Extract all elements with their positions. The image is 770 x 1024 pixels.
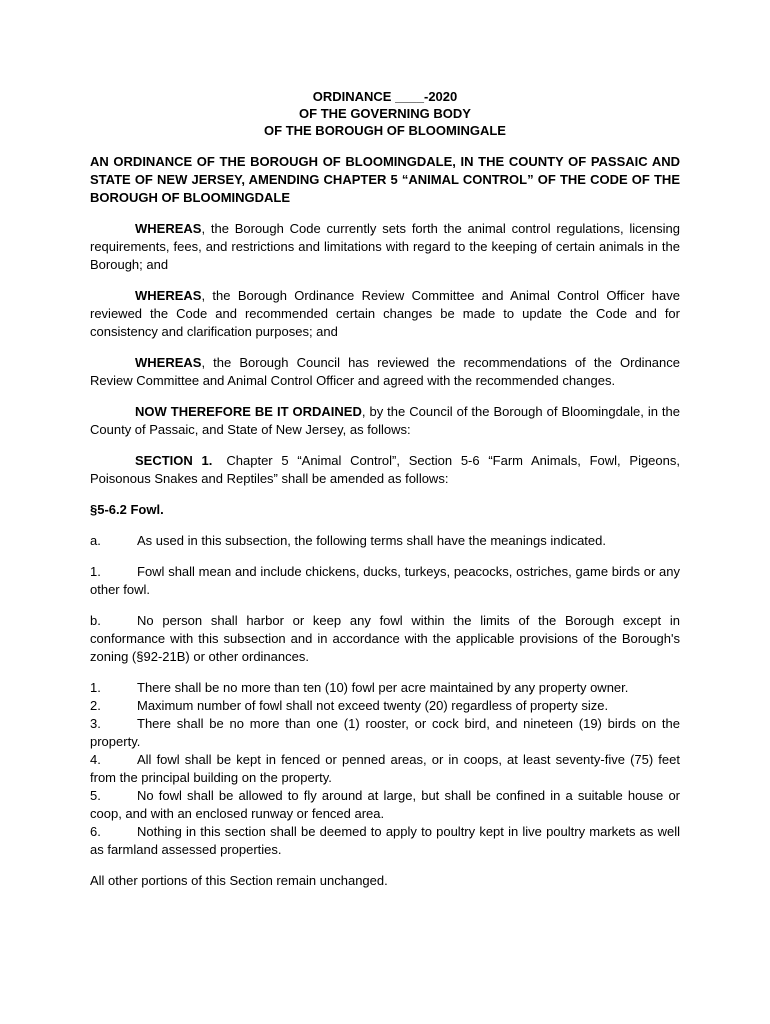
list-item-b-sub-3-text: There shall be no more than one (1) rooster, or cock bird, and nineteen (19) birds on the property. bbox=[90, 716, 680, 749]
whereas-keyword: WHEREAS bbox=[135, 221, 202, 236]
closing-statement: All other portions of this Section remain unchanged. bbox=[90, 873, 388, 888]
list-item-b bbox=[90, 612, 680, 666]
section-1-label: SECTION 1. bbox=[135, 453, 213, 468]
list-item-b-sub-1-marker: 1. bbox=[90, 680, 101, 695]
whereas-keyword: WHEREAS bbox=[135, 288, 202, 303]
list-item-b-sublist bbox=[90, 679, 680, 859]
whereas-clause-3-text: , the Borough Council has reviewed the recommendations of the Ordinance Review Committee and Animal Control Officer and agreed with the recommended changes. bbox=[90, 355, 680, 388]
list-item-b-sub-4-marker: 4. bbox=[90, 752, 101, 767]
list-item-b-sub-1 bbox=[90, 679, 680, 697]
fowl-section-heading: §5-6.2 Fowl. bbox=[90, 502, 164, 517]
list-item-b-sub-6-marker: 6. bbox=[90, 824, 101, 839]
ordained-keyword: NOW THEREFORE BE IT ORDAINED bbox=[135, 404, 362, 419]
list-item-b-sub-4 bbox=[90, 751, 680, 787]
whereas-clause-2-text: , the Borough Ordinance Review Committee and Animal Control Officer have reviewed the Code and recommended certain changes be made to update the Code and for consistency and clarification purposes; and bbox=[90, 288, 680, 339]
section-1-paragraph bbox=[90, 452, 680, 488]
list-item-b-sub-4-text: All fowl shall be kept in fenced or penned areas, or in coops, at least seventy-five (75) feet from the principal building on the property. bbox=[90, 752, 680, 785]
list-item-b-sub-5-marker: 5. bbox=[90, 788, 101, 803]
list-item-b-sub-5-text: No fowl shall be allowed to fly around at large, but shall be confined in a suitable house or coop, and with an enclosed runway or fenced area. bbox=[90, 788, 680, 821]
section-1-text: Chapter 5 “Animal Control”, Section 5-6 “Farm Animals, Fowl, Pigeons, Poisonous Snakes and Reptiles” shall be amended as follows: bbox=[90, 453, 680, 486]
list-item-a-marker: a. bbox=[90, 533, 101, 548]
title-line-borough: OF THE BOROUGH OF BLOOMINGALE bbox=[264, 123, 506, 138]
list-item-b-sub-3-marker: 3. bbox=[90, 716, 101, 731]
whereas-clause-1 bbox=[90, 220, 680, 274]
list-item-b-sub-6-text: Nothing in this section shall be deemed to apply to poultry kept in live poultry markets as well as farmland assessed properties. bbox=[90, 824, 680, 857]
list-item-a-sub-1 bbox=[90, 563, 680, 599]
list-item-b-sub-2-text: Maximum number of fowl shall not exceed twenty (20) regardless of property size. bbox=[137, 698, 609, 713]
ordained-clause bbox=[90, 403, 680, 439]
list-item-b-sub-2-marker: 2. bbox=[90, 698, 101, 713]
ordained-clause-text: , by the Council of the Borough of Bloomingdale, in the County of Passaic, and State of New Jersey, as follows: bbox=[90, 404, 680, 437]
list-item-b-sub-1-text: There shall be no more than ten (10) fowl per acre maintained by any property owner. bbox=[137, 680, 629, 695]
title-line-ordinance-number: ORDINANCE ____-2020 bbox=[312, 89, 458, 104]
list-item-b-marker: b. bbox=[90, 613, 101, 628]
document-title bbox=[90, 88, 680, 139]
list-item-a-sub-1-marker: 1. bbox=[90, 564, 101, 579]
list-item-a-text: As used in this subsection, the following terms shall have the meanings indicated. bbox=[137, 533, 606, 548]
list-item-b-sub-5 bbox=[90, 787, 680, 823]
whereas-clause-1-text: , the Borough Code currently sets forth the animal control regulations, licensing requirements, fees, and restrictions and limitations with regard to the keeping of certain animals in the Borough; and bbox=[90, 221, 680, 272]
list-item-a-sub-1-text: Fowl shall mean and include chickens, ducks, turkeys, peacocks, ostriches, game birds or any other fowl. bbox=[90, 564, 680, 597]
preamble-paragraph: AN ORDINANCE OF THE BOROUGH OF BLOOMINGDALE, IN THE COUNTY OF PASSAIC AND STATE OF NEW JERSEY, AMENDING CHAPTER 5 “ANIMAL CONTROL” OF THE CODE OF THE BOROUGH OF BLOOMINGDALE bbox=[90, 154, 680, 205]
whereas-clause-3 bbox=[90, 354, 680, 390]
whereas-clause-2 bbox=[90, 287, 680, 341]
title-line-governing-body: OF THE GOVERNING BODY bbox=[299, 106, 471, 121]
list-item-b-sub-2 bbox=[90, 697, 680, 715]
list-item-a bbox=[90, 532, 680, 550]
list-item-b-sub-3 bbox=[90, 715, 680, 751]
whereas-keyword: WHEREAS bbox=[135, 355, 202, 370]
list-item-b-sub-6 bbox=[90, 823, 680, 859]
list-item-b-text: No person shall harbor or keep any fowl within the limits of the Borough except in conformance with this subsection and in accordance with the applicable provisions of the Borough's zoning (§92-21B) or other ordinances. bbox=[90, 613, 680, 664]
